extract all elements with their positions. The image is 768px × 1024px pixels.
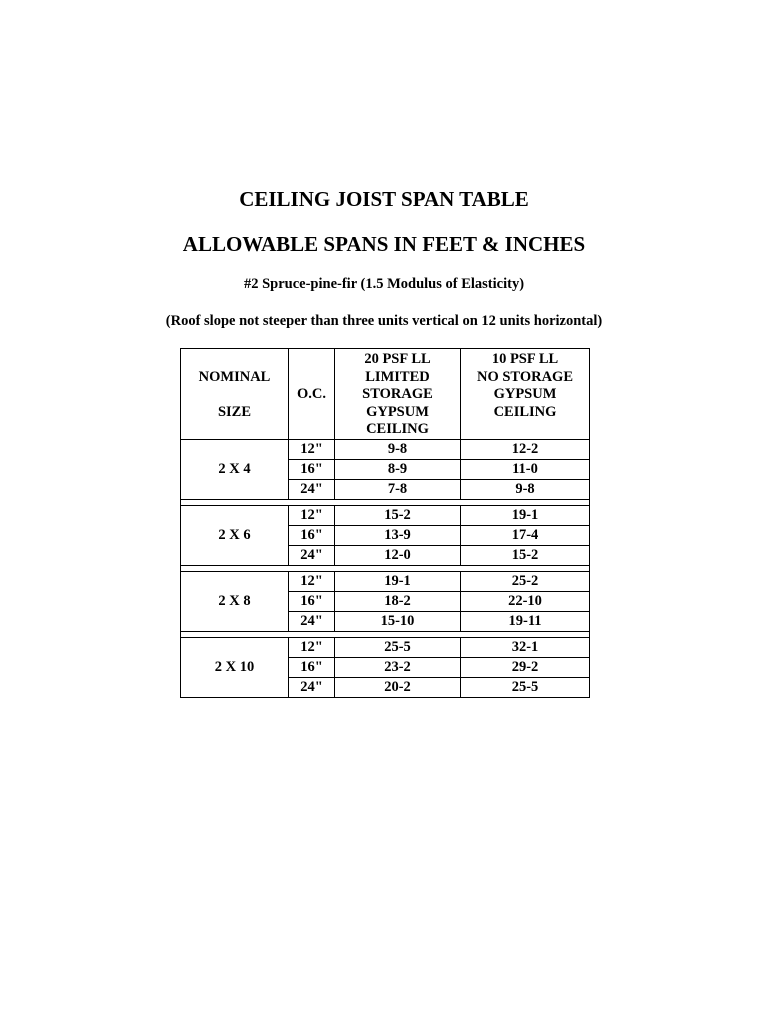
oc-cell: 12" xyxy=(289,506,335,525)
oc-cell: 24" xyxy=(289,480,335,499)
oc-cell: 16" xyxy=(289,460,335,479)
size-group-2x6 xyxy=(181,506,589,566)
psf20-cell: 15-2 xyxy=(335,506,461,525)
size-cell: 2 X 4 xyxy=(181,440,289,499)
psf20-header-line: CEILING xyxy=(366,421,429,437)
psf20-cell: 13-9 xyxy=(335,526,461,545)
size-cell: 2 X 6 xyxy=(181,506,289,565)
psf10-cell: 11-0 xyxy=(512,461,538,477)
psf10-cell: 17-4 xyxy=(511,527,539,543)
table-row xyxy=(289,506,589,526)
psf20-header-line: LIMITED xyxy=(365,368,430,385)
psf20-header-line: GYPSUM xyxy=(366,403,429,420)
oc-cell: 12" xyxy=(289,440,335,459)
psf10-cell: 22-10 xyxy=(508,593,542,609)
page-subtitle: ALLOWABLE SPANS IN FEET & INCHES xyxy=(182,232,586,256)
oc-header: O.C. xyxy=(289,349,335,439)
psf20-cell: 7-8 xyxy=(335,480,461,499)
psf20-cell: 20-2 xyxy=(335,678,461,697)
psf20-header xyxy=(335,349,461,439)
nominal-header-line1: NOMINAL xyxy=(198,369,271,385)
table-row xyxy=(289,658,589,678)
oc-cell: 12" xyxy=(289,638,335,657)
span-table xyxy=(180,348,590,698)
psf20-cell: 12-0 xyxy=(335,546,461,565)
psf10-cell: 19-11 xyxy=(508,613,542,629)
psf10-cell: 29-2 xyxy=(511,659,539,675)
psf10-cell: 25-2 xyxy=(511,573,539,589)
psf10-cell: 32-1 xyxy=(511,639,539,655)
psf10-header-line: CEILING xyxy=(493,403,557,420)
table-row xyxy=(289,678,589,697)
psf20-cell: 18-2 xyxy=(335,592,461,611)
table-row xyxy=(289,572,589,592)
size-group-2x4 xyxy=(181,440,589,500)
oc-cell: 24" xyxy=(289,678,335,697)
table-row xyxy=(289,592,589,612)
oc-cell: 16" xyxy=(289,526,335,545)
psf20-cell: 15-10 xyxy=(335,612,461,631)
size-cell: 2 X 8 xyxy=(181,572,289,631)
table-row xyxy=(289,526,589,546)
oc-cell: 12" xyxy=(289,572,335,591)
psf20-cell: 25-5 xyxy=(335,638,461,657)
psf10-header xyxy=(461,349,589,439)
psf10-cell: 19-1 xyxy=(511,507,539,523)
oc-cell: 24" xyxy=(289,546,335,565)
table-row xyxy=(289,440,589,460)
psf10-cell: 15-2 xyxy=(511,547,539,563)
size-group-2x8 xyxy=(181,572,589,632)
table-row xyxy=(289,480,589,499)
psf10-header-line: 10 PSF LL xyxy=(491,351,559,367)
table-row xyxy=(289,460,589,480)
psf10-cell: 12-2 xyxy=(511,441,539,457)
oc-cell: 24" xyxy=(289,612,335,631)
page-title: CEILING JOIST SPAN TABLE xyxy=(239,187,529,211)
size-cell: 2 X 10 xyxy=(181,638,289,697)
oc-cell: 16" xyxy=(289,658,335,677)
table-header xyxy=(181,349,589,440)
oc-cell: 16" xyxy=(289,592,335,611)
nominal-header-line2: SIZE xyxy=(217,404,252,420)
psf20-cell: 9-8 xyxy=(335,440,461,459)
slope-note: (Roof slope not steeper than three units vertical on 12 units horizontal) xyxy=(165,313,603,329)
psf20-header-line: 20 PSF LL xyxy=(364,351,431,367)
psf10-cell: 9-8 xyxy=(515,481,535,497)
size-group-2x10 xyxy=(181,638,589,697)
table-row xyxy=(289,546,589,565)
psf20-cell: 8-9 xyxy=(335,460,461,479)
nominal-size-header xyxy=(181,349,289,439)
psf10-header-line: GYPSUM xyxy=(493,386,557,402)
psf10-cell: 25-5 xyxy=(511,679,539,695)
psf20-header-line: STORAGE xyxy=(362,386,433,402)
table-row xyxy=(289,638,589,658)
psf10-header-line: NO STORAGE xyxy=(476,368,574,385)
species-line: #2 Spruce-pine-fir (1.5 Modulus of Elasticity) xyxy=(243,276,525,292)
table-row xyxy=(289,612,589,631)
psf20-cell: 23-2 xyxy=(335,658,461,677)
psf20-cell: 19-1 xyxy=(335,572,461,591)
